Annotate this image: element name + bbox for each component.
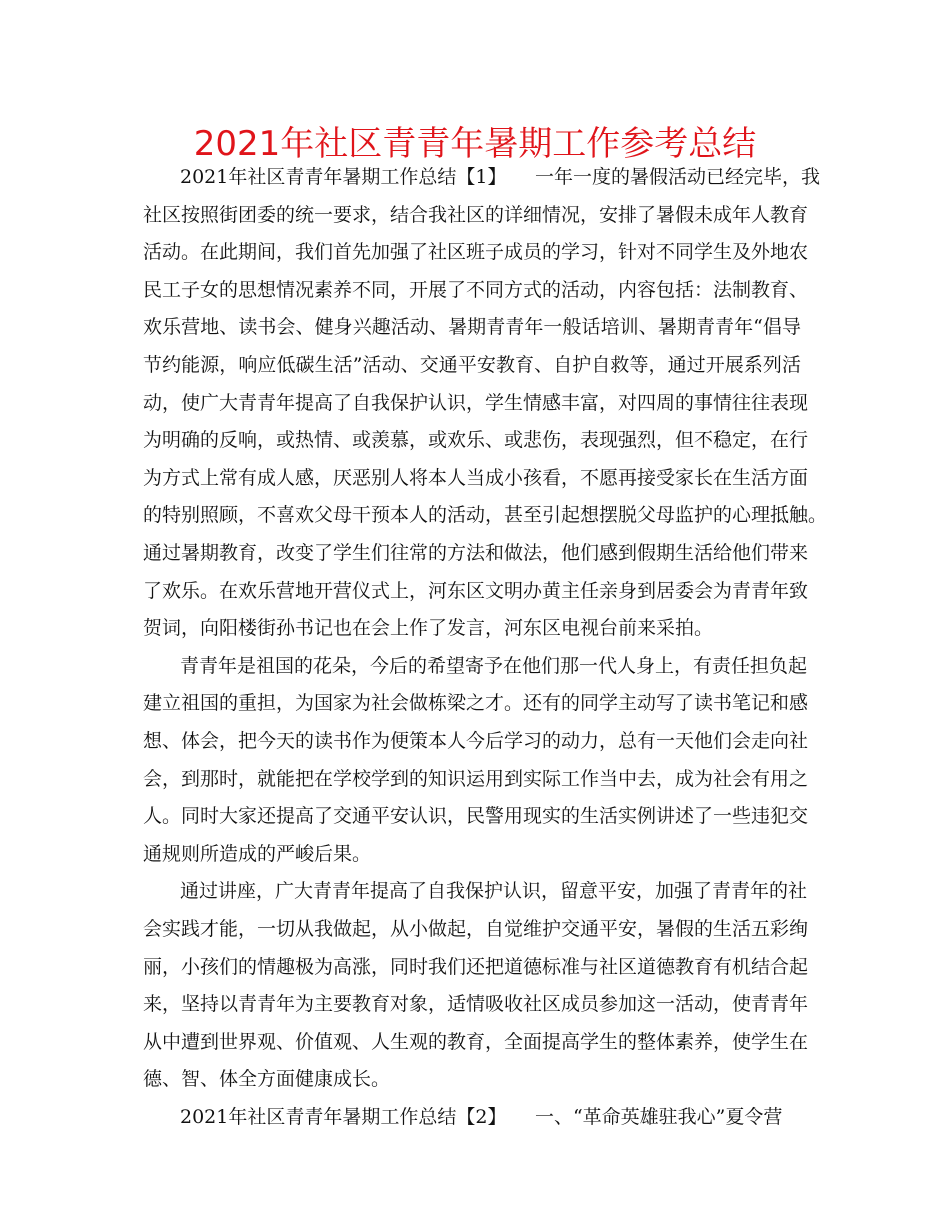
paragraph-line: 欢乐营地、读书会、健身兴趣活动、暑期青青年一般话培训、暑期青青年“倡导	[143, 316, 801, 338]
paragraph-line: 的特别照顾，不喜欢父母干预本人的活动，甚至引起想摆脱父母监护的心理抵触。	[143, 504, 828, 526]
paragraph-line: 活动。在此期间，我们首先加强了社区班子成员的学习，针对不同学生及外地农	[143, 241, 809, 263]
paragraph-line: 2021年社区青青年暑期工作总结【1】 一年一度的暑假活动已经完毕，我	[180, 166, 820, 188]
paragraph-line: 会，到那时，就能把在学校学到的知识运用到实际工作当中去，成为社会有用之	[143, 768, 809, 790]
paragraph-line: 丽，小孩们的情趣极为高涨，同时我们还把道德标准与社区道德教育有机结合起	[143, 956, 809, 978]
paragraph-line: 为明确的反响，或热情、或羡慕，或欢乐、或悲伤，表现强烈，但不稳定，在行	[143, 429, 809, 451]
paragraph-line: 贺词，向阳楼街孙书记也在会上作了发言，河东区电视台前来采拍。	[143, 617, 714, 639]
paragraph-line: 建立祖国的重担，为国家为社会做栋梁之才。还有的同学主动写了读书笔记和感	[143, 692, 809, 714]
paragraph-line: 民工子女的思想情况素养不同，开展了不同方式的活动，内容包括：法制教育、	[143, 279, 809, 301]
paragraph-line: 人。同时大家还提高了交通平安认识，民警用现实的生活实例讲述了一些违犯交	[143, 805, 809, 827]
paragraph-line: 想、体会，把今天的读书作为便策本人今后学习的动力，总有一天他们会走向社	[143, 730, 809, 752]
paragraph-line: 会实践才能，一切从我做起，从小做起，自觉维护交通平安，暑假的生活五彩绚	[143, 918, 809, 940]
paragraph-line: 从中遭到世界观、价值观、人生观的教育，全面提高学生的整体素养，使学生在	[143, 1031, 809, 1053]
paragraph-line: 节约能源，响应低碳生活”活动、交通平安教育、自护自救等，通过开展系列活	[143, 354, 801, 376]
paragraph-line: 通规则所造成的严峻后果。	[143, 843, 372, 865]
paragraph-line: 了欢乐。在欢乐营地开营仪式上，河东区文明办黄主任亲身到居委会为青青年致	[143, 580, 809, 602]
paragraph-line: 社区按照街团委的统一要求，结合我社区的详细情况，安排了暑假未成年人教育	[143, 204, 809, 226]
paragraph-line: 为方式上常有成人感，厌恶别人将本人当成小孩看，不愿再接受家长在生活方面	[143, 467, 809, 489]
paragraph-line: 通过暑期教育，改变了学生们往常的方法和做法，他们感到假期生活给他们带来	[143, 542, 809, 564]
document-title: 2021年社区青青年暑期工作参考总结	[193, 124, 757, 164]
paragraph-line: 来，坚持以青青年为主要教育对象，适情吸收社区成员参加这一活动，使青青年	[143, 993, 809, 1015]
paragraph-line: 德、智、体全方面健康成长。	[143, 1068, 391, 1090]
paragraph-line: 2021年社区青青年暑期工作总结【2】 一、“革命英雄驻我心”夏令营	[180, 1106, 783, 1128]
paragraph-line: 动，使广大青青年提高了自我保护认识，学生情感丰富，对四周的事情往往表现	[143, 392, 809, 414]
paragraph-line: 青青年是祖国的花朵，今后的希望寄予在他们那一代人身上，有责任担负起	[180, 655, 808, 677]
paragraph-line: 通过讲座，广大青青年提高了自我保护认识，留意平安，加强了青青年的社	[180, 880, 808, 902]
